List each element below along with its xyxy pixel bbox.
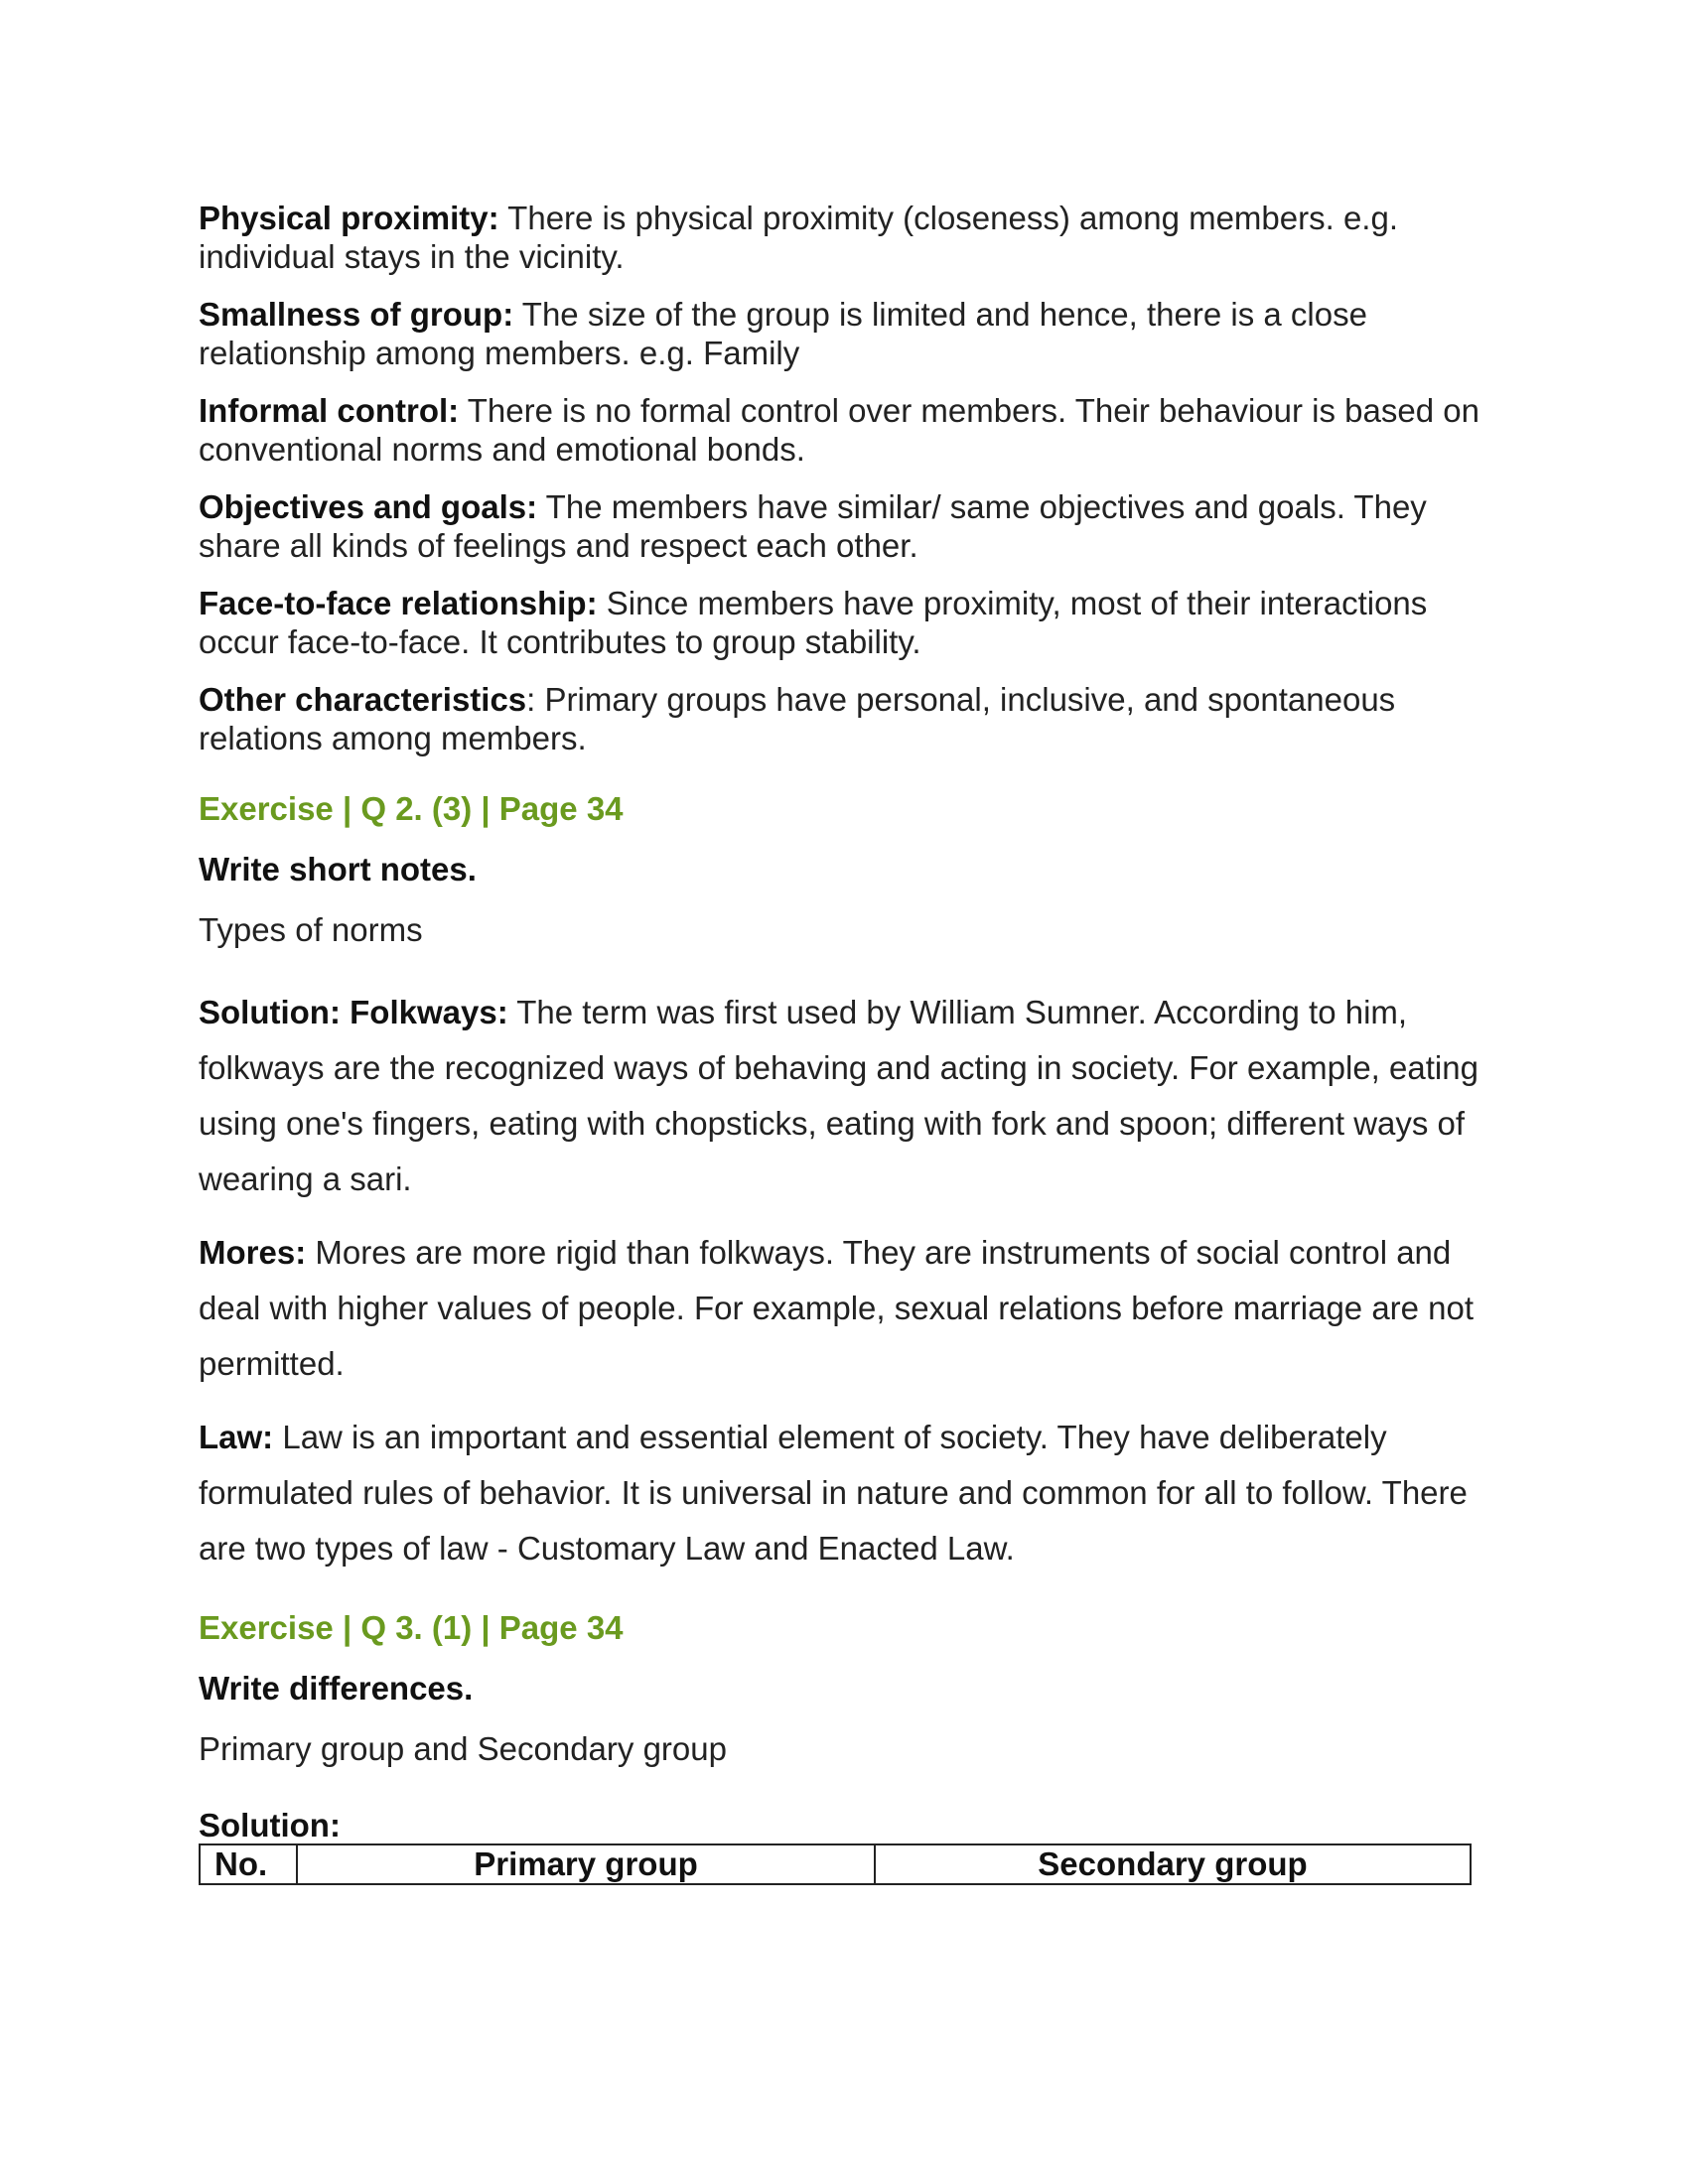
term-label: Law: [199, 1419, 274, 1455]
term-description: The term was first used by William Sumner. According to him, folkways are the recognized ways of behaving and acting in society. For example, eating using one's fingers, eating with chopsticks, eating with fork and spoon; different ways of wearing a sari. [199, 994, 1478, 1197]
term-description: There is physical proximity (closeness) among members. e.g. individual stays in the vicinity. [199, 200, 1398, 275]
column-header-primary: Primary group [297, 1844, 875, 1884]
question-instruction: Write short notes. [199, 851, 477, 887]
term-label: Solution: Folkways: [199, 994, 508, 1030]
exercise-heading: Exercise | Q 3. (1) | Page 34 [199, 1609, 624, 1646]
question-topic: Primary group and Secondary group [199, 1730, 727, 1767]
characteristic-smallness [199, 295, 1509, 372]
term-label: Face-to-face relationship: [199, 585, 598, 621]
term-description: Law is an important and essential element of society. They have deliberately formulated rules of behavior. It is universal in nature and common for all to follow. There are two types of law - Customary Law and Enacted Law. [199, 1419, 1468, 1567]
term-label: Smallness of group: [199, 296, 514, 333]
term-description: : Primary groups have personal, inclusive, and spontaneous relations among members. [199, 681, 1396, 756]
term-label: Mores: [199, 1234, 307, 1271]
solution-law [199, 1410, 1509, 1576]
term-description: Mores are more rigid than folkways. They are instruments of social control and deal with higher values of people. For example, sexual relations before marriage are not permitted. [199, 1234, 1475, 1382]
column-header-secondary: Secondary group [875, 1844, 1471, 1884]
term-description: The size of the group is limited and hence, there is a close relationship among members. e.g. Family [199, 296, 1367, 371]
term-label: Other characteristics [199, 681, 527, 718]
term-description: The members have similar/ same objectives and goals. They share all kinds of feelings and respect each other. [199, 488, 1427, 564]
differences-table [199, 1843, 1472, 1885]
question-instruction: Write differences. [199, 1670, 474, 1706]
term-description: There is no formal control over members. Their behaviour is based on conventional norms and emotional bonds. [199, 392, 1479, 468]
characteristic-other [199, 680, 1509, 757]
document-page [199, 199, 1509, 1885]
table-header-row [200, 1844, 1471, 1884]
exercise-heading: Exercise | Q 2. (3) | Page 34 [199, 790, 624, 827]
solution-mores [199, 1225, 1509, 1392]
term-label: Objectives and goals: [199, 488, 538, 525]
characteristic-physical-proximity [199, 199, 1509, 276]
characteristic-objectives [199, 487, 1509, 565]
characteristic-face-to-face [199, 584, 1509, 661]
term-description: Since members have proximity, most of their interactions occur face-to-face. It contributes to group stability. [199, 585, 1428, 660]
question-topic: Types of norms [199, 911, 423, 948]
solution-label: Solution: [199, 1807, 341, 1843]
characteristic-informal-control [199, 391, 1509, 469]
term-label: Physical proximity: [199, 200, 499, 236]
term-label: Informal control: [199, 392, 460, 429]
column-header-no: No. [200, 1844, 297, 1884]
solution-folkways [199, 985, 1509, 1207]
